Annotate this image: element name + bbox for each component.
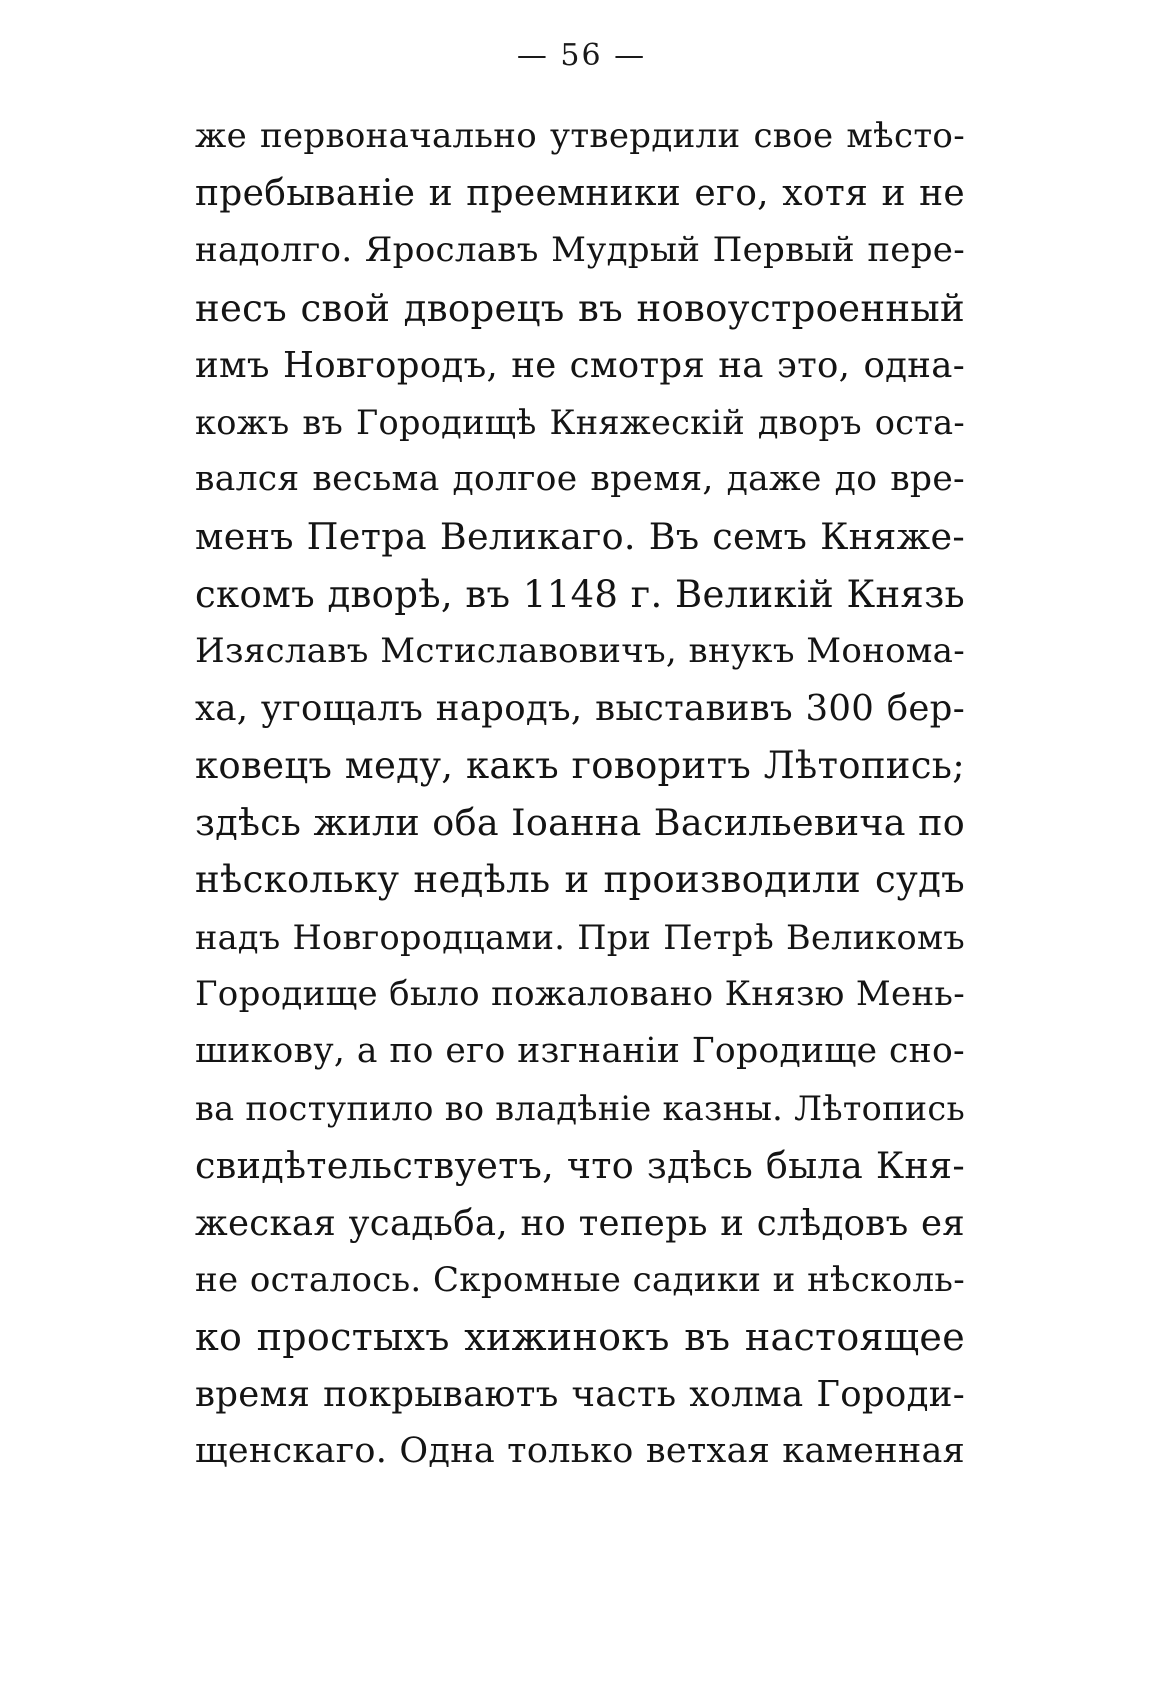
- text-line: вался весьма долгое время, даже до вре-: [195, 459, 965, 500]
- text-line: шикову, а по его изгнаніи Городище сно-: [195, 1031, 965, 1071]
- text-line: свидѣтельствуетъ, что здѣсь была Кня-: [195, 1144, 965, 1188]
- page-number: — 56 —: [516, 38, 647, 73]
- text-line: имъ Новгородъ, не смотря на это, одна-: [195, 344, 965, 386]
- text-line: ко простыхъ хижинокъ въ настоящее: [195, 1314, 965, 1359]
- text-line: Изяславъ Мстиславовичъ, внукъ Монома-: [195, 630, 965, 671]
- text-line: жеская усадьба, но теперь и слѣдовъ ея: [195, 1202, 965, 1244]
- text-line: менъ Петра Великаго. Въ семъ Княже-: [195, 515, 965, 559]
- text-line: время покрываютъ часть холма Городи-: [195, 1374, 965, 1416]
- text-line: же первоначально утвердили свое мѣсто-: [195, 116, 965, 156]
- text-line: надолго. Ярославъ Мудрый Первый пере-: [195, 230, 965, 271]
- text-line: ковецъ меду, какъ говоритъ Лѣтопись;: [195, 744, 965, 788]
- text-line: пребываніе и преемники его, хотя и не: [195, 173, 965, 215]
- text-line: не осталось. Скромные садики и нѣсколь-: [195, 1259, 965, 1300]
- text-line: нѣскольку недѣль и производили судъ: [195, 858, 965, 902]
- text-line: несъ свой дворецъ въ новоустроенный: [195, 286, 965, 330]
- text-line: щенскаго. Одна только ветхая каменная: [195, 1431, 965, 1472]
- text-line: ва поступило во владѣніе казны. Лѣтопись: [195, 1089, 965, 1129]
- text-line: надъ Новгородцами. При Петрѣ Великомъ: [195, 917, 965, 957]
- text-line: здѣсь жили оба Іоанна Васильевича по: [195, 801, 965, 845]
- body-text: [195, 108, 965, 1481]
- text-line: кожъ въ Городищѣ Княжескій дворъ оста-: [195, 402, 965, 442]
- text-line: скомъ дворѣ, въ 1148 г. Великій Князь: [195, 572, 965, 616]
- text-line: ха, угощалъ народъ, выставивъ 300 бер-: [195, 687, 965, 729]
- text-line: Городище было пожаловано Князю Мень-: [195, 973, 965, 1014]
